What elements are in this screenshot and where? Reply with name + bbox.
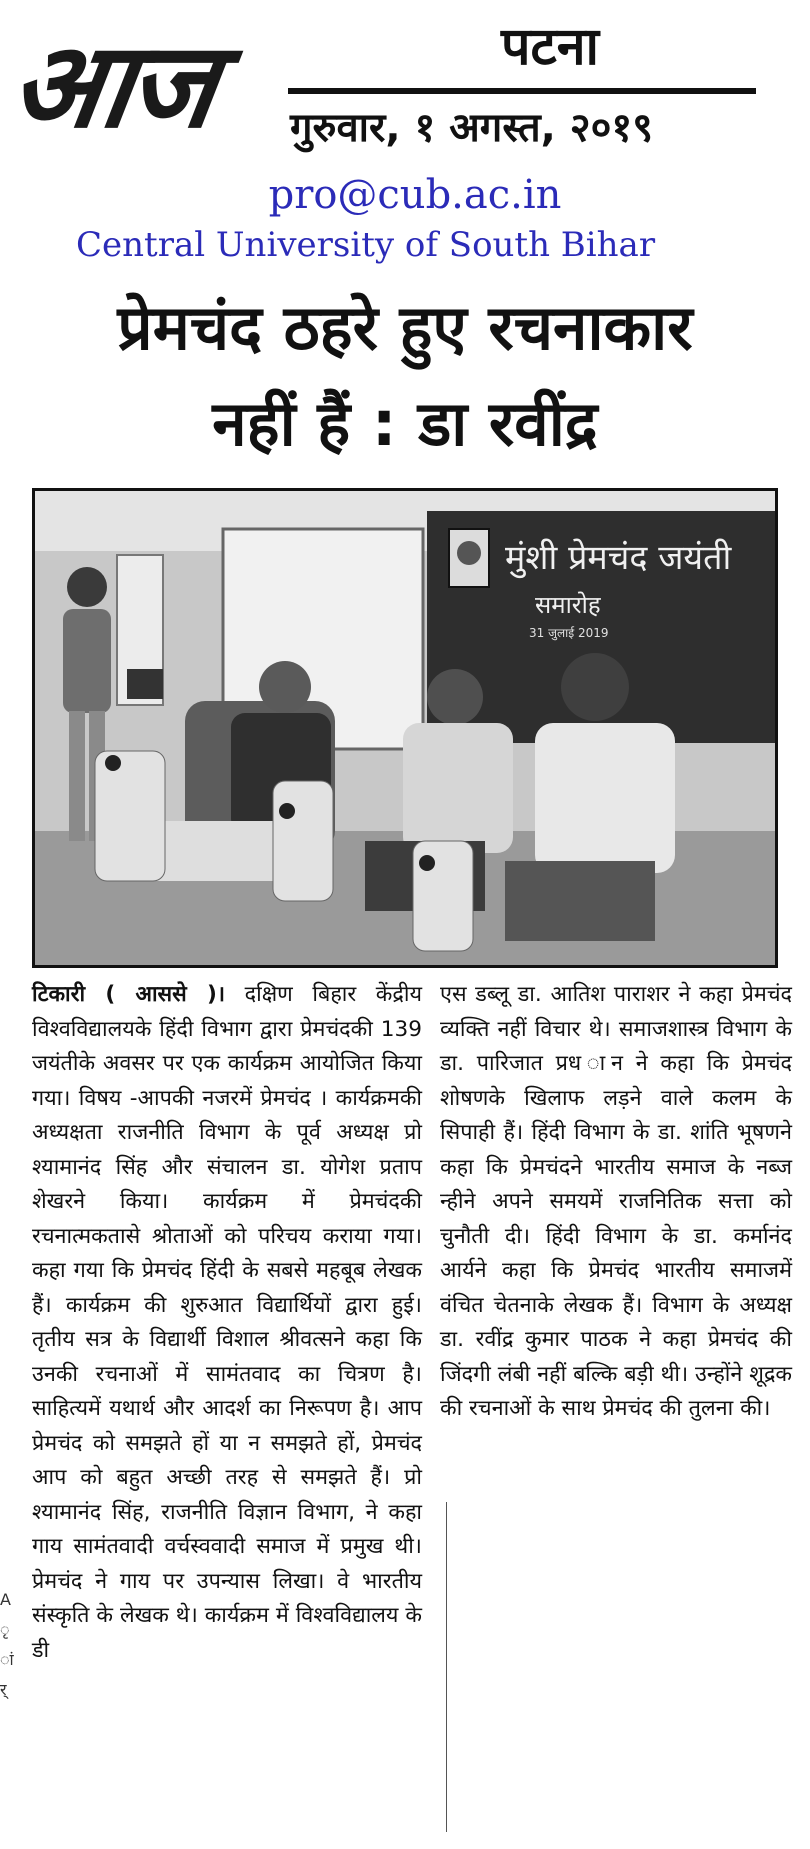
- board-subtitle: समारोह: [535, 591, 601, 619]
- margin-clipped-text: [0, 1585, 14, 1805]
- board-title: मुंशी प्रेमचंद जयंती: [505, 538, 732, 578]
- article-right-text: एस डब्लू डा. आतिश पाराशर ने कहा प्रेमचंद व्यक्ति नहीं विचार थे। समाजशास्त्र विभाग के डा. पारिजात प्रध ान ने कहा कि प्रेमचंद शोषणके खिलाफ लड़ने वाले कलम के सिपाही हैं। हिंदी विभाग के डा. शांति भूषणने कहा कि प्रेमचंदने भारतीय समाज के नब्ज न्हीने अपने समयमें राजनितिक सत्ता को चुनौती दी। हिंदी विभाग के डा. कर्मानंद आर्यने कहा कि प्रेमचंद भारतीय समाजमें वंचित चेतनाके लेखक हैं। विभाग के अध्यक्ष डा. रवींद्र कुमार पाठक ने कहा प्रेमचंद की जिंदगी लंबी नहीं बल्कि बड़ी थी। उन्होंने शूद्रक की रचनाओं के साथ प्रेमचंद की तुलना की।: [440, 982, 792, 1421]
- column-divider: [446, 1502, 447, 1832]
- stamp-university: Central University of South Bihar: [76, 225, 656, 265]
- event-photo-illustration: [35, 491, 775, 965]
- headline-line-2: नहीं हैं : डा रवींद्र: [212, 387, 598, 460]
- margin-mark: A: [0, 1590, 11, 1609]
- event-photo: [32, 488, 778, 968]
- article-left-text: दक्षिण बिहार केंद्रीय विश्वविद्यालयके हिंदी विभाग द्वारा प्रेमचंदकी 139 जयंतीके अवसर पर एक कार्यक्रम आयोजित किया गया। विषय -आपकी नजरमें प्रेमचंद । कार्यक्रमकी अध्यक्षता राजनीति विभाग के पूर्व अध्यक्ष प्रो श्यामानंद सिंह और संचालन डा. योगेश प्रताप शेखरने किया। कार्यक्रम में प्रेमचंदकी रचनात्मकतासे श्रोताओं को परिचय कराया गया। कहा गया कि प्रेमचंद हिंदी के सबसे महबूब लेखक हैं। कार्यक्रम की शुरुआत विद्यार्थियों द्वारा हुई। तृतीय सत्र के विद्यार्थी विशाल श्रीवत्सने कहा कि उनकी रचनाओं में सामंतवाद का चित्रण है। साहित्यमें यथार्थ और आदर्श का निरूपण है। आप प्रेमचंद को समझते हों या न समझते हों, प्रेमचंद आप को बहुत अच्छी तरह से समझते हैं। प्रो श्यामानंद सिंह, राजनीति विज्ञान विभाग, ने कहा गाय सामंतवादी वर्चस्ववादी समाज में प्रमुख थी। प्रेमचंद ने गाय पर उपन्यास लिखा। वे भारतीय संस्कृति के लेखक थे। कार्यक्रम में विश्वविद्यालय के डी: [32, 982, 422, 1663]
- board-date: 31 जुलाई 2019: [529, 626, 609, 640]
- margin-mark: ां: [0, 1650, 14, 1669]
- edition-date: गुरुवार, १ अगस्त, २०१९: [290, 105, 654, 151]
- article-column-right: [440, 978, 792, 1538]
- article-body: [32, 978, 792, 1838]
- edition-city: पटना: [500, 17, 600, 77]
- headline-line-1: प्रेमचंद ठहरे हुए रचनाकार: [117, 291, 693, 364]
- margin-mark: र्: [0, 1680, 7, 1699]
- newspaper-logo: आज: [2, 16, 222, 154]
- masthead-rule: [288, 88, 756, 94]
- stamp-email: pro@cub.ac.in: [268, 172, 562, 218]
- margin-mark: ृ: [0, 1620, 10, 1639]
- article-dateline: टिकारी ( आससे )।: [32, 982, 226, 1007]
- article-column-left: [32, 978, 422, 1838]
- article-headline: [0, 280, 810, 480]
